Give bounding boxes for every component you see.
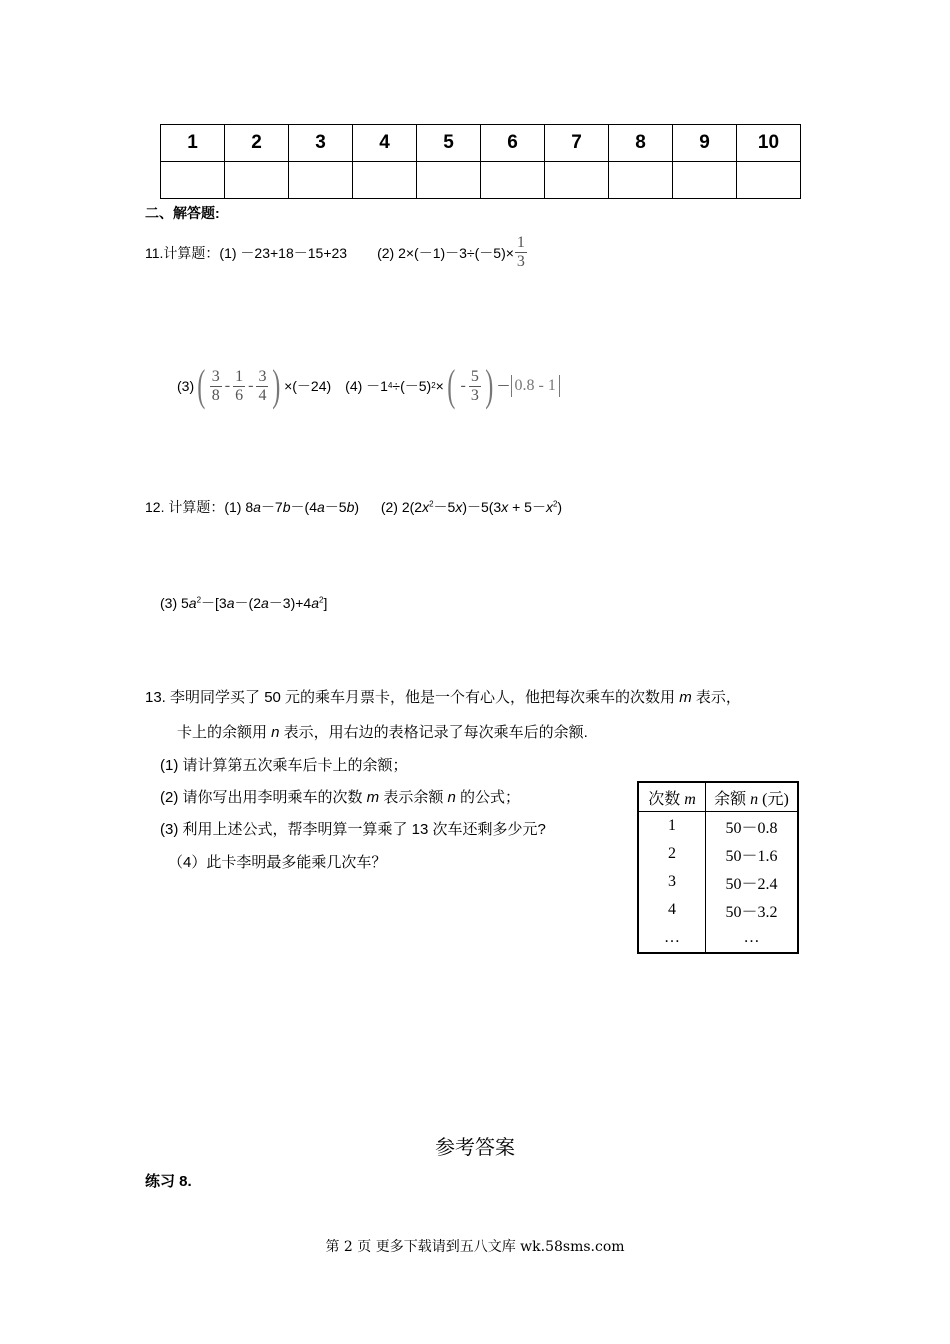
answers-title: 参考答案: [435, 1135, 515, 1159]
fare-cell-m: 1: [638, 812, 706, 841]
answer-cell[interactable]: [737, 162, 801, 199]
answer-cell[interactable]: [673, 162, 737, 199]
q13-line1: [145, 689, 741, 707]
fare-table: [637, 781, 799, 954]
answer-cell[interactable]: [417, 162, 481, 199]
minus-sign: －: [496, 378, 511, 394]
header-text: 余额: [714, 790, 751, 808]
answer-cell[interactable]: [225, 162, 289, 199]
var: m: [684, 790, 696, 808]
answer-cell[interactable]: [353, 162, 417, 199]
q12-text: －3)+4: [268, 595, 312, 611]
q12-text: －[3: [201, 595, 227, 611]
fare-cell-m: 3: [638, 868, 706, 896]
q11-part4-mid: ÷(－5): [392, 378, 432, 394]
q11-line1: [145, 234, 528, 271]
q13-sub4: （4）此卡李明最多能乘几次车？: [168, 854, 387, 871]
exponent: 2: [196, 595, 202, 605]
q13-text: 的公式；: [455, 789, 521, 806]
fare-row: [638, 812, 798, 841]
frac-den: 3: [516, 253, 525, 270]
q12-lead: 12. 计算题：(1) 8: [145, 499, 254, 515]
var: m: [366, 789, 380, 806]
grid-header-cell: 3: [289, 125, 353, 162]
q13-line2: [177, 724, 588, 742]
fare-row: [638, 896, 798, 924]
fare-cell-m: 2: [638, 840, 706, 868]
page-footer: 第 2 页 更多下载请到五八文库 wk.58sms.com: [325, 1239, 625, 1255]
q11-part4-label: (4) －1: [345, 378, 388, 394]
practice-label: 练习 8.: [145, 1173, 192, 1190]
answer-cell[interactable]: [545, 162, 609, 199]
q11-part3-tail: ×(－24): [284, 378, 332, 394]
grid-header-cell: 9: [673, 125, 737, 162]
var: x: [455, 499, 463, 515]
grid-header-cell: 2: [225, 125, 289, 162]
var: x: [422, 499, 430, 515]
q13-text: 表示，用右边的表格记录了每次乘车后的余额.: [279, 724, 588, 741]
fare-cell-n: 50－1.6: [706, 840, 799, 868]
q12-line2: [160, 594, 327, 612]
fare-cell-m: …: [638, 924, 706, 953]
fare-cell-n: 50－2.4: [706, 868, 799, 896]
q12-text: + 5－: [508, 499, 546, 515]
q12-text: (3) 5: [160, 595, 189, 611]
q12-text: －(4: [290, 499, 317, 515]
frac-num: 1: [235, 367, 244, 385]
fraction: [515, 234, 527, 271]
fraction: [256, 368, 268, 405]
q13-text: 表示余额: [379, 789, 448, 806]
var: a: [188, 595, 197, 611]
var: n: [447, 789, 456, 806]
q11-part2: (2) 2×(－1)－3÷(－5)×: [377, 244, 514, 261]
grid-header-cell: 1: [161, 125, 225, 162]
absolute-value: 0.8 - 1: [511, 375, 560, 397]
q12-text: ): [557, 499, 563, 515]
var: b: [282, 499, 291, 515]
q11-part3-label: (3): [177, 378, 195, 394]
fare-cell-n: 50－0.8: [706, 812, 799, 841]
q11-line2: (3) ( $\frac{3}{8}$ - $\frac{1}{6}$ - $\frac{3}{4}$ ) ×(－24) (4) －1 4 ÷(－5) 2 × ( - $\frac{5}{3}$ ) － 0.8 - 1: [177, 355, 560, 417]
header-text: 次数: [648, 790, 685, 808]
fraction: [469, 368, 481, 405]
header-text: (元): [758, 790, 789, 808]
q12-text: －(2: [234, 595, 261, 611]
var: a: [316, 499, 325, 515]
var: b: [346, 499, 355, 515]
minus-sign: -: [460, 377, 466, 394]
left-paren: (: [447, 361, 456, 410]
grid-header-cell: 6: [481, 125, 545, 162]
minus-sign: -: [224, 377, 231, 394]
q13-text: 表示，: [691, 689, 741, 706]
q13-text: 13. 李明同学买了 50 元的乘车月票卡，他是一个有心人，他把每次乘车的次数用: [145, 689, 680, 706]
fare-row: [638, 868, 798, 896]
q12-text: (2) 2(2: [380, 499, 423, 515]
q12-text: )－5(3: [462, 499, 502, 515]
var: m: [679, 689, 692, 706]
fraction: [233, 368, 245, 405]
q12-text: －7: [260, 499, 283, 515]
var: x: [501, 499, 509, 515]
frac-num: 5: [470, 367, 479, 385]
frac-den: 6: [235, 386, 244, 404]
var: a: [260, 595, 269, 611]
minus-sign: -: [248, 377, 254, 394]
q13-sub1: (1) 请计算第五次乘车后卡上的余额；: [160, 757, 408, 774]
var: a: [226, 595, 235, 611]
frac-den: 8: [211, 386, 220, 404]
grid-header-cell: 5: [417, 125, 481, 162]
answer-grid-header-row: [161, 125, 801, 162]
answer-cell[interactable]: [481, 162, 545, 199]
frac-den: 3: [470, 386, 479, 404]
fare-cell-m: 4: [638, 896, 706, 924]
grid-header-cell: 7: [545, 125, 609, 162]
left-paren: (: [197, 361, 206, 410]
var: a: [253, 499, 261, 515]
q13-text: 卡上的余额用: [177, 724, 272, 741]
answer-cell[interactable]: [609, 162, 673, 199]
times-sign: ×: [435, 378, 444, 394]
frac-num: 3: [211, 367, 220, 385]
fare-header-balance: [706, 782, 799, 812]
exponent: 2: [552, 499, 558, 509]
frac-num: 1: [516, 234, 525, 251]
q13-sub3: (3) 利用上述公式，帮李明算一算乘了 13 次车还剩多少元?: [160, 821, 546, 838]
grid-header-cell: 4: [353, 125, 417, 162]
q12-text: ): [354, 499, 360, 515]
q12-text: －5: [324, 499, 347, 515]
exponent: 2: [429, 499, 434, 509]
fare-header-count: [638, 782, 706, 812]
answer-cell[interactable]: [289, 162, 353, 199]
var: a: [311, 595, 319, 611]
fare-cell-n: …: [706, 924, 799, 953]
fare-row: [638, 840, 798, 868]
answer-grid: [160, 124, 801, 199]
q12-text: －5: [433, 499, 456, 515]
right-paren: ): [272, 361, 281, 410]
var: n: [271, 724, 280, 741]
fare-cell-n: 50－3.2: [706, 896, 799, 924]
q12-text: ]: [323, 595, 328, 611]
q13-text: (2) 请你写出用李明乘车的次数: [160, 789, 367, 806]
fare-row: [638, 924, 798, 953]
var: n: [750, 790, 759, 808]
section-title: 二、解答题:: [145, 205, 220, 221]
answer-grid-blank-row: [161, 162, 801, 199]
var: x: [545, 499, 553, 515]
frac-den: 4: [258, 386, 267, 404]
answer-cell[interactable]: [161, 162, 225, 199]
right-paren: ): [485, 361, 494, 410]
q13-sub2: [160, 789, 520, 807]
fraction: [210, 368, 222, 405]
q11-part1: 11.计算题：(1) －23+18－15+23: [145, 244, 348, 261]
grid-header-cell: 8: [609, 125, 673, 162]
exponent: 2: [319, 595, 324, 605]
q12-line1: [145, 498, 562, 516]
grid-header-cell: 10: [737, 125, 801, 162]
fare-table-header: [638, 782, 798, 812]
frac-num: 3: [258, 367, 267, 385]
